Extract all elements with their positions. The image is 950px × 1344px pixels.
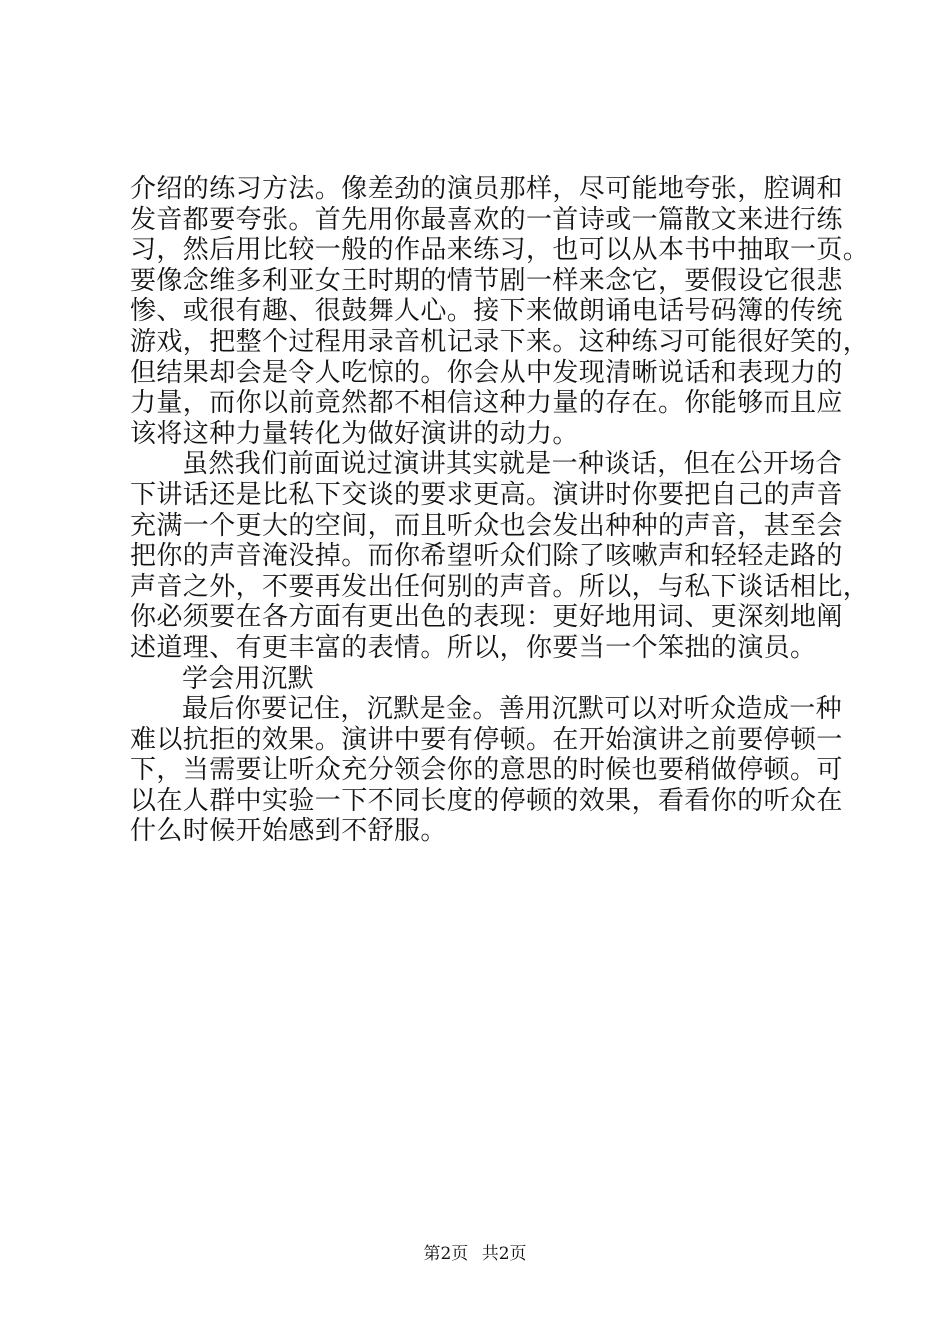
text-line: 你必须要在各方面有更出色的表现：更好地用词、更深刻地阐 — [130, 602, 843, 633]
text-line: 力量，而你以前竟然都不相信这种力量的存在。你能够而且应 — [130, 388, 843, 419]
text-line: 但结果却会是令人吃惊的。你会从中发现清晰说话和表现力的 — [130, 357, 843, 388]
text-line: 惨、或很有趣、很鼓舞人心。接下来做朗诵电话号码簿的传统 — [130, 296, 843, 327]
text-line: 以在人群中实验一下不同长度的停顿的效果，看看你的听众在 — [130, 785, 843, 816]
text-line: 充满一个更大的空间，而且听众也会发出种种的声音，甚至会 — [130, 510, 843, 541]
paragraph-start-line: 虽然我们前面说过演讲其实就是一种谈话，但在公开场合 — [182, 449, 843, 480]
text-line: 该将这种力量转化为做好演讲的动力。 — [130, 418, 579, 449]
text-line: 游戏，把整个过程用录音机记录下来。这种练习可能很好笑的， — [130, 326, 870, 357]
page-number: 第2页 — [423, 1244, 469, 1264]
page-total: 共2页 — [481, 1244, 527, 1264]
text-line: 述道理、有更丰富的表情。所以，你要当一个笨拙的演员。 — [130, 632, 817, 663]
text-line: 难以抗拒的效果。演讲中要有停顿。在开始演讲之前要停顿一 — [130, 724, 843, 755]
section-heading: 学会用沉默 — [182, 663, 315, 694]
text-line: 把你的声音淹没掉。而你希望听众们除了咳嗽声和轻轻走路的 — [130, 541, 843, 572]
text-line: 下，当需要让听众充分领会你的意思的时候也要稍做停顿。可 — [130, 755, 843, 786]
page-footer — [0, 1243, 950, 1265]
text-line: 什么时候开始感到不舒服。 — [130, 816, 447, 847]
body-text — [130, 174, 870, 847]
text-line: 要像念维多利亚女王时期的情节剧一样来念它，要假设它很悲 — [130, 265, 843, 296]
text-line: 下讲话还是比私下交谈的要求更高。演讲时你要把自己的声音 — [130, 479, 843, 510]
text-line: 介绍的练习方法。像差劲的演员那样，尽可能地夸张，腔调和 — [130, 174, 843, 204]
paragraph-start-line: 最后你要记住，沉默是金。善用沉默可以对听众造成一种 — [182, 694, 843, 725]
text-line: 声音之外，不要再发出任何别的声音。所以，与私下谈话相比， — [130, 571, 870, 602]
text-line: 发音都要夸张。首先用你最喜欢的一首诗或一篇散文来进行练 — [130, 204, 843, 235]
text-line: 习，然后用比较一般的作品来练习，也可以从本书中抽取一页。 — [130, 235, 870, 266]
